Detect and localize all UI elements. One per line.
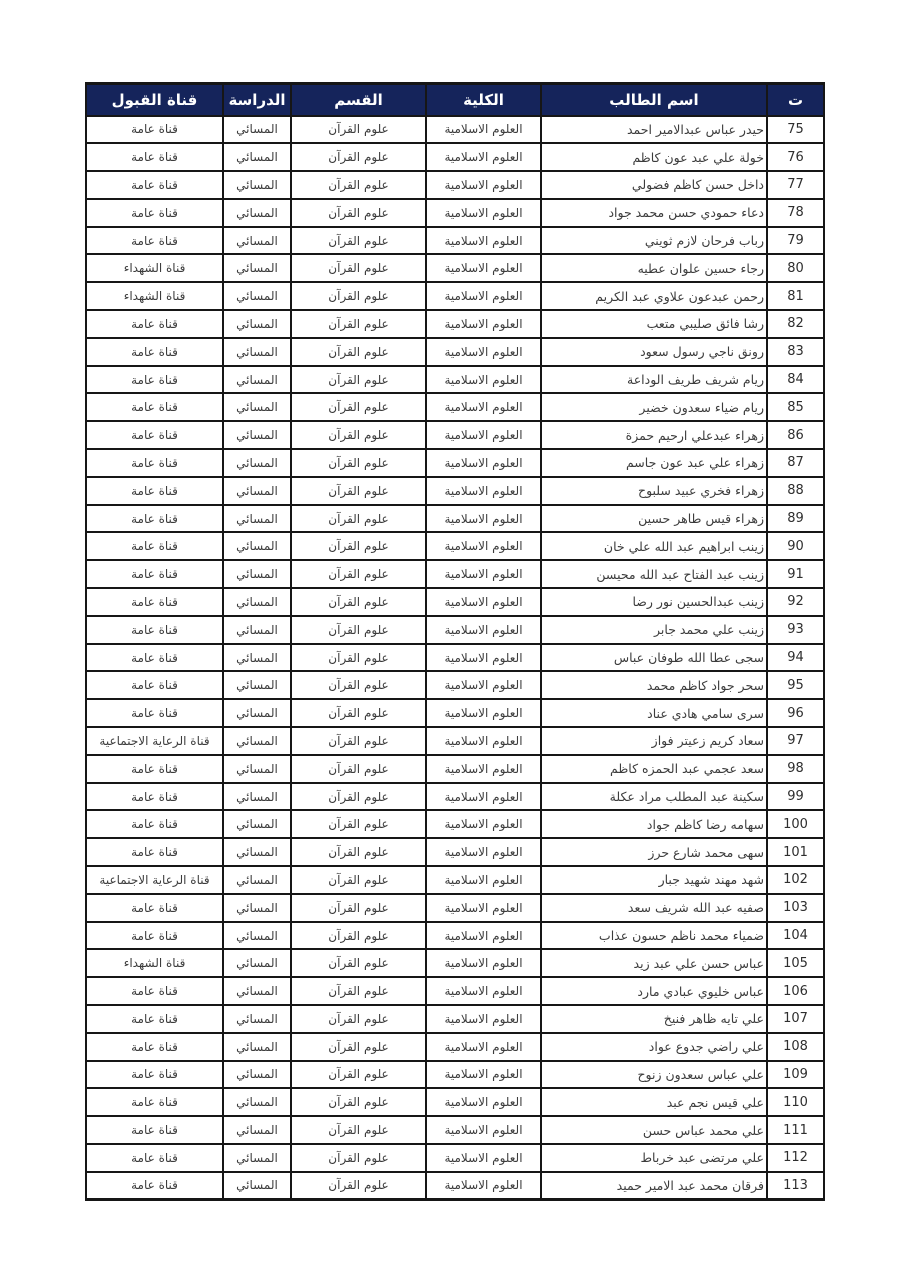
cell-study: المسائي <box>223 1144 291 1172</box>
cell-study: المسائي <box>223 894 291 922</box>
cell-channel: قناة عامة <box>86 616 223 644</box>
cell-name: سعاد كريم زعيتر فواز <box>541 727 767 755</box>
cell-study: المسائي <box>223 393 291 421</box>
cell-study: المسائي <box>223 699 291 727</box>
cell-id: 109 <box>767 1061 824 1089</box>
cell-study: المسائي <box>223 1061 291 1089</box>
cell-channel: قناة عامة <box>86 1172 223 1200</box>
header-cell-study: الدراسة <box>223 84 291 116</box>
cell-study: المسائي <box>223 1033 291 1061</box>
cell-id: 97 <box>767 727 824 755</box>
cell-dept: علوم القرآن <box>291 227 426 255</box>
cell-dept: علوم القرآن <box>291 894 426 922</box>
cell-name: زهراء علي عبد عون جاسم <box>541 449 767 477</box>
cell-college: العلوم الاسلامية <box>426 810 541 838</box>
cell-college: العلوم الاسلامية <box>426 866 541 894</box>
table-row <box>86 505 824 533</box>
cell-name: علي قيس نجم عبد <box>541 1088 767 1116</box>
table-row <box>86 922 824 950</box>
cell-name: علي راضي جدوع عواد <box>541 1033 767 1061</box>
cell-name: سجى عطا الله طوفان عباس <box>541 644 767 672</box>
table-row <box>86 838 824 866</box>
cell-dept: علوم القرآن <box>291 449 426 477</box>
cell-name: رونق ناجي رسول سعود <box>541 338 767 366</box>
table-row <box>86 532 824 560</box>
cell-channel: قناة عامة <box>86 532 223 560</box>
cell-channel: قناة عامة <box>86 393 223 421</box>
cell-dept: علوم القرآن <box>291 1088 426 1116</box>
cell-channel: قناة عامة <box>86 783 223 811</box>
cell-dept: علوم القرآن <box>291 143 426 171</box>
cell-study: المسائي <box>223 199 291 227</box>
table-row <box>86 1005 824 1033</box>
cell-dept: علوم القرآن <box>291 588 426 616</box>
cell-id: 106 <box>767 977 824 1005</box>
cell-name: سحر جواد كاظم محمد <box>541 671 767 699</box>
cell-id: 83 <box>767 338 824 366</box>
cell-id: 81 <box>767 282 824 310</box>
cell-id: 76 <box>767 143 824 171</box>
cell-name: زهراء قيس طاهر حسين <box>541 505 767 533</box>
cell-dept: علوم القرآن <box>291 421 426 449</box>
cell-id: 88 <box>767 477 824 505</box>
cell-id: 110 <box>767 1088 824 1116</box>
cell-id: 102 <box>767 866 824 894</box>
cell-college: العلوم الاسلامية <box>426 1033 541 1061</box>
cell-study: المسائي <box>223 505 291 533</box>
cell-dept: علوم القرآن <box>291 338 426 366</box>
cell-study: المسائي <box>223 1005 291 1033</box>
cell-study: المسائي <box>223 449 291 477</box>
cell-channel: قناة عامة <box>86 1144 223 1172</box>
cell-name: سهامه رضا كاظم جواد <box>541 810 767 838</box>
table-row <box>86 393 824 421</box>
cell-college: العلوم الاسلامية <box>426 699 541 727</box>
cell-study: المسائي <box>223 922 291 950</box>
cell-study: المسائي <box>223 810 291 838</box>
cell-name: سرى سامي هادي عناد <box>541 699 767 727</box>
cell-dept: علوم القرآن <box>291 1061 426 1089</box>
cell-dept: علوم القرآن <box>291 116 426 144</box>
cell-id: 91 <box>767 560 824 588</box>
cell-college: العلوم الاسلامية <box>426 199 541 227</box>
cell-college: العلوم الاسلامية <box>426 421 541 449</box>
cell-college: العلوم الاسلامية <box>426 1088 541 1116</box>
cell-name: عباس خليوي عبادي مارد <box>541 977 767 1005</box>
cell-id: 111 <box>767 1116 824 1144</box>
cell-study: المسائي <box>223 671 291 699</box>
cell-channel: قناة عامة <box>86 116 223 144</box>
table-row <box>86 783 824 811</box>
table-row <box>86 116 824 144</box>
cell-study: المسائي <box>223 1172 291 1200</box>
cell-college: العلوم الاسلامية <box>426 532 541 560</box>
cell-study: المسائي <box>223 977 291 1005</box>
cell-channel: قناة الشهداء <box>86 254 223 282</box>
cell-dept: علوم القرآن <box>291 671 426 699</box>
cell-dept: علوم القرآن <box>291 922 426 950</box>
table-row <box>86 866 824 894</box>
cell-college: العلوم الاسلامية <box>426 783 541 811</box>
cell-name: عباس حسن علي عبد زيد <box>541 949 767 977</box>
cell-channel: قناة الشهداء <box>86 282 223 310</box>
cell-name: رحمن عبدعون علاوي عبد الكريم <box>541 282 767 310</box>
cell-name: ريام ضياء سعدون خضير <box>541 393 767 421</box>
cell-study: المسائي <box>223 560 291 588</box>
cell-study: المسائي <box>223 421 291 449</box>
cell-channel: قناة عامة <box>86 644 223 672</box>
header-cell-channel: قناة القبول <box>86 84 223 116</box>
students-table <box>85 82 825 1201</box>
cell-channel: قناة عامة <box>86 143 223 171</box>
cell-id: 78 <box>767 199 824 227</box>
cell-dept: علوم القرآن <box>291 477 426 505</box>
table-header-row <box>86 84 824 116</box>
cell-id: 80 <box>767 254 824 282</box>
cell-channel: قناة عامة <box>86 894 223 922</box>
cell-channel: قناة عامة <box>86 922 223 950</box>
table-row <box>86 727 824 755</box>
cell-study: المسائي <box>223 116 291 144</box>
table-row <box>86 227 824 255</box>
cell-channel: قناة عامة <box>86 310 223 338</box>
cell-id: 85 <box>767 393 824 421</box>
cell-id: 77 <box>767 171 824 199</box>
cell-id: 84 <box>767 366 824 394</box>
table-row <box>86 421 824 449</box>
cell-study: المسائي <box>223 588 291 616</box>
cell-dept: علوم القرآن <box>291 949 426 977</box>
cell-college: العلوم الاسلامية <box>426 1061 541 1089</box>
cell-college: العلوم الاسلامية <box>426 588 541 616</box>
cell-channel: قناة عامة <box>86 505 223 533</box>
cell-college: العلوم الاسلامية <box>426 254 541 282</box>
cell-college: العلوم الاسلامية <box>426 143 541 171</box>
cell-study: المسائي <box>223 616 291 644</box>
cell-id: 100 <box>767 810 824 838</box>
cell-study: المسائي <box>223 838 291 866</box>
cell-dept: علوم القرآن <box>291 1116 426 1144</box>
cell-id: 92 <box>767 588 824 616</box>
cell-dept: علوم القرآن <box>291 505 426 533</box>
table-row <box>86 894 824 922</box>
cell-channel: قناة الرعاية الاجتماعية <box>86 727 223 755</box>
cell-dept: علوم القرآن <box>291 1172 426 1200</box>
cell-dept: علوم القرآن <box>291 199 426 227</box>
cell-dept: علوم القرآن <box>291 644 426 672</box>
cell-college: العلوم الاسلامية <box>426 894 541 922</box>
table-row <box>86 644 824 672</box>
cell-id: 99 <box>767 783 824 811</box>
cell-channel: قناة عامة <box>86 588 223 616</box>
cell-college: العلوم الاسلامية <box>426 922 541 950</box>
cell-study: المسائي <box>223 254 291 282</box>
cell-study: المسائي <box>223 727 291 755</box>
cell-channel: قناة عامة <box>86 699 223 727</box>
cell-channel: قناة عامة <box>86 977 223 1005</box>
table-row <box>86 977 824 1005</box>
cell-name: زينب علي محمد جابر <box>541 616 767 644</box>
cell-name: ضمياء محمد ناظم حسون عذاب <box>541 922 767 950</box>
cell-dept: علوم القرآن <box>291 310 426 338</box>
cell-channel: قناة عامة <box>86 1005 223 1033</box>
cell-name: ريام شريف طريف الوداعة <box>541 366 767 394</box>
cell-college: العلوم الاسلامية <box>426 338 541 366</box>
cell-dept: علوم القرآن <box>291 866 426 894</box>
cell-college: العلوم الاسلامية <box>426 1144 541 1172</box>
cell-college: العلوم الاسلامية <box>426 366 541 394</box>
table-row <box>86 1033 824 1061</box>
cell-dept: علوم القرآن <box>291 977 426 1005</box>
table-row <box>86 199 824 227</box>
table-row <box>86 1116 824 1144</box>
cell-name: رشا فائق صليبي متعب <box>541 310 767 338</box>
table-row <box>86 477 824 505</box>
cell-id: 87 <box>767 449 824 477</box>
cell-channel: قناة عامة <box>86 199 223 227</box>
table-row <box>86 616 824 644</box>
cell-id: 79 <box>767 227 824 255</box>
cell-study: المسائي <box>223 143 291 171</box>
cell-name: صفيه عبد الله شريف سعد <box>541 894 767 922</box>
cell-dept: علوم القرآن <box>291 1005 426 1033</box>
cell-name: داخل حسن كاظم فضولي <box>541 171 767 199</box>
cell-college: العلوم الاسلامية <box>426 1172 541 1200</box>
cell-name: علي مرتضى عبد خرباط <box>541 1144 767 1172</box>
cell-name: شهد مهند شهيد جبار <box>541 866 767 894</box>
cell-college: العلوم الاسلامية <box>426 505 541 533</box>
cell-dept: علوم القرآن <box>291 532 426 560</box>
cell-study: المسائي <box>223 338 291 366</box>
cell-name: زينب ابراهيم عبد الله علي خان <box>541 532 767 560</box>
cell-id: 107 <box>767 1005 824 1033</box>
cell-name: زينب عبد الفتاح عبد الله محيسن <box>541 560 767 588</box>
table-body <box>86 116 824 1200</box>
cell-dept: علوم القرآن <box>291 254 426 282</box>
header-cell-name: اسم الطالب <box>541 84 767 116</box>
cell-channel: قناة عامة <box>86 810 223 838</box>
cell-dept: علوم القرآن <box>291 560 426 588</box>
cell-name: رباب فرحان لازم ثويني <box>541 227 767 255</box>
table-row <box>86 310 824 338</box>
cell-name: علي عباس سعدون زنوح <box>541 1061 767 1089</box>
cell-study: المسائي <box>223 282 291 310</box>
table-row <box>86 338 824 366</box>
cell-study: المسائي <box>223 783 291 811</box>
cell-name: زينب عبدالحسين نور رضا <box>541 588 767 616</box>
header-cell-dept: القسم <box>291 84 426 116</box>
table-row <box>86 1061 824 1089</box>
table-row <box>86 671 824 699</box>
cell-study: المسائي <box>223 866 291 894</box>
cell-name: فرقان محمد عبد الامير حميد <box>541 1172 767 1200</box>
cell-name: دعاء حمودي حسن محمد جواد <box>541 199 767 227</box>
table-row <box>86 366 824 394</box>
cell-dept: علوم القرآن <box>291 838 426 866</box>
cell-dept: علوم القرآن <box>291 1033 426 1061</box>
cell-name: زهراء عبدعلي ارحيم حمزة <box>541 421 767 449</box>
cell-channel: قناة الرعاية الاجتماعية <box>86 866 223 894</box>
cell-dept: علوم القرآن <box>291 727 426 755</box>
cell-college: العلوم الاسلامية <box>426 838 541 866</box>
cell-id: 108 <box>767 1033 824 1061</box>
cell-channel: قناة عامة <box>86 171 223 199</box>
table-row <box>86 949 824 977</box>
cell-id: 82 <box>767 310 824 338</box>
table-row <box>86 588 824 616</box>
cell-study: المسائي <box>223 532 291 560</box>
cell-college: العلوم الاسلامية <box>426 171 541 199</box>
cell-college: العلوم الاسلامية <box>426 227 541 255</box>
cell-id: 75 <box>767 116 824 144</box>
cell-id: 94 <box>767 644 824 672</box>
table-row <box>86 254 824 282</box>
cell-id: 96 <box>767 699 824 727</box>
cell-name: سكينة عبد المطلب مراد عكلة <box>541 783 767 811</box>
cell-dept: علوم القرآن <box>291 393 426 421</box>
cell-college: العلوم الاسلامية <box>426 477 541 505</box>
cell-dept: علوم القرآن <box>291 616 426 644</box>
cell-channel: قناة عامة <box>86 1061 223 1089</box>
cell-id: 104 <box>767 922 824 950</box>
cell-dept: علوم القرآن <box>291 171 426 199</box>
cell-channel: قناة عامة <box>86 366 223 394</box>
table-row <box>86 1172 824 1200</box>
cell-study: المسائي <box>223 171 291 199</box>
cell-college: العلوم الاسلامية <box>426 949 541 977</box>
table-row <box>86 560 824 588</box>
cell-study: المسائي <box>223 477 291 505</box>
header-cell-college: الكلية <box>426 84 541 116</box>
cell-channel: قناة عامة <box>86 755 223 783</box>
cell-id: 112 <box>767 1144 824 1172</box>
cell-channel: قناة عامة <box>86 227 223 255</box>
table-row <box>86 1144 824 1172</box>
cell-study: المسائي <box>223 1116 291 1144</box>
cell-college: العلوم الاسلامية <box>426 449 541 477</box>
cell-channel: قناة عامة <box>86 1033 223 1061</box>
cell-name: علي محمد عباس حسن <box>541 1116 767 1144</box>
cell-dept: علوم القرآن <box>291 366 426 394</box>
cell-id: 103 <box>767 894 824 922</box>
cell-college: العلوم الاسلامية <box>426 644 541 672</box>
cell-channel: قناة عامة <box>86 449 223 477</box>
table-row <box>86 1088 824 1116</box>
cell-dept: علوم القرآن <box>291 755 426 783</box>
cell-college: العلوم الاسلامية <box>426 755 541 783</box>
cell-college: العلوم الاسلامية <box>426 1005 541 1033</box>
cell-study: المسائي <box>223 310 291 338</box>
cell-id: 90 <box>767 532 824 560</box>
table-row <box>86 699 824 727</box>
cell-dept: علوم القرآن <box>291 1144 426 1172</box>
cell-channel: قناة عامة <box>86 477 223 505</box>
cell-college: العلوم الاسلامية <box>426 560 541 588</box>
cell-id: 95 <box>767 671 824 699</box>
cell-study: المسائي <box>223 227 291 255</box>
cell-id: 86 <box>767 421 824 449</box>
header-cell-id: ت <box>767 84 824 116</box>
cell-college: العلوم الاسلامية <box>426 393 541 421</box>
table-header <box>86 84 824 116</box>
cell-id: 113 <box>767 1172 824 1200</box>
table-row <box>86 810 824 838</box>
cell-name: خولة علي عبد عون كاظم <box>541 143 767 171</box>
cell-name: زهراء فخري عبيد سلبوح <box>541 477 767 505</box>
cell-id: 93 <box>767 616 824 644</box>
cell-dept: علوم القرآن <box>291 783 426 811</box>
cell-study: المسائي <box>223 755 291 783</box>
cell-dept: علوم القرآن <box>291 282 426 310</box>
cell-channel: قناة عامة <box>86 1116 223 1144</box>
cell-study: المسائي <box>223 949 291 977</box>
cell-college: العلوم الاسلامية <box>426 727 541 755</box>
cell-name: رجاء حسين علوان عطيه <box>541 254 767 282</box>
cell-id: 98 <box>767 755 824 783</box>
cell-college: العلوم الاسلامية <box>426 310 541 338</box>
table-row <box>86 449 824 477</box>
table-row <box>86 282 824 310</box>
table-row <box>86 755 824 783</box>
cell-channel: قناة عامة <box>86 338 223 366</box>
cell-name: علي تايه ظاهر فنيخ <box>541 1005 767 1033</box>
cell-id: 89 <box>767 505 824 533</box>
cell-study: المسائي <box>223 644 291 672</box>
cell-study: المسائي <box>223 1088 291 1116</box>
cell-channel: قناة عامة <box>86 421 223 449</box>
cell-channel: قناة عامة <box>86 1088 223 1116</box>
cell-dept: علوم القرآن <box>291 699 426 727</box>
cell-college: العلوم الاسلامية <box>426 282 541 310</box>
cell-channel: قناة عامة <box>86 560 223 588</box>
cell-college: العلوم الاسلامية <box>426 116 541 144</box>
table-row <box>86 143 824 171</box>
cell-id: 105 <box>767 949 824 977</box>
cell-dept: علوم القرآن <box>291 810 426 838</box>
cell-college: العلوم الاسلامية <box>426 616 541 644</box>
table-row <box>86 171 824 199</box>
cell-college: العلوم الاسلامية <box>426 1116 541 1144</box>
cell-id: 101 <box>767 838 824 866</box>
cell-name: سهى محمد شارع حرز <box>541 838 767 866</box>
cell-college: العلوم الاسلامية <box>426 977 541 1005</box>
cell-channel: قناة الشهداء <box>86 949 223 977</box>
cell-name: حيدر عباس عبدالامير احمد <box>541 116 767 144</box>
cell-name: سعد عجمي عبد الحمزه كاظم <box>541 755 767 783</box>
cell-college: العلوم الاسلامية <box>426 671 541 699</box>
cell-channel: قناة عامة <box>86 838 223 866</box>
cell-study: المسائي <box>223 366 291 394</box>
cell-channel: قناة عامة <box>86 671 223 699</box>
